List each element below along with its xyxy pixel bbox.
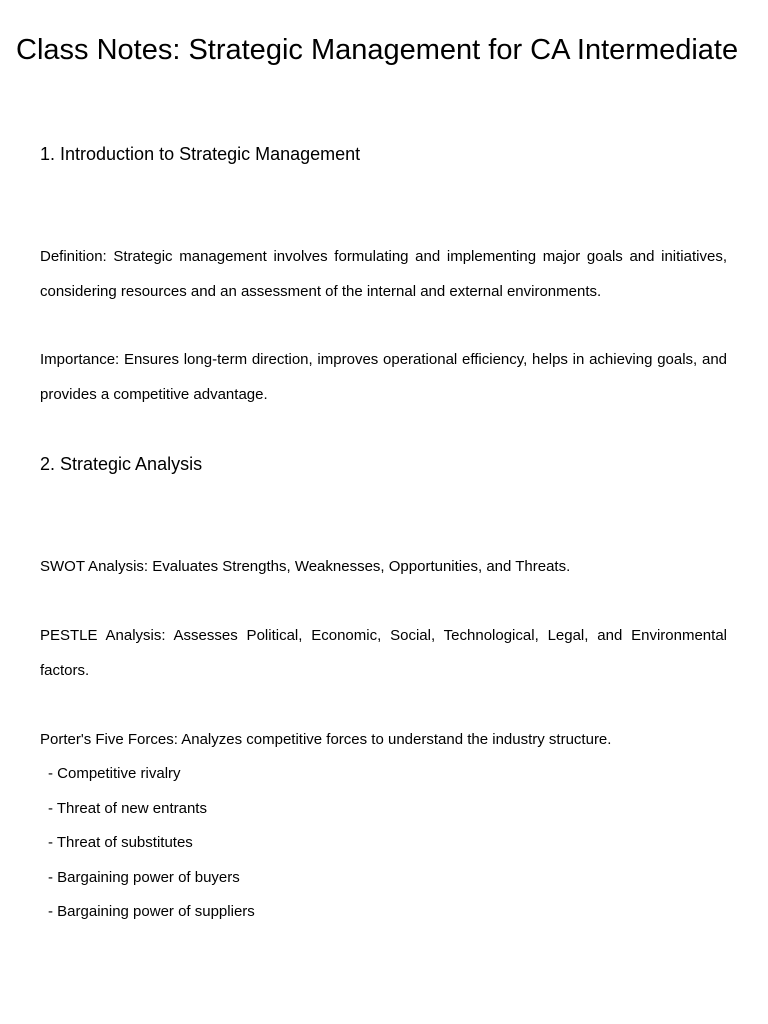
document-title: Class Notes: Strategic Management for CA Intermediate [16,34,739,66]
list-item: - Threat of new entrants [48,800,207,817]
section-heading-introduction: 1. Introduction to Strategic Management [40,144,361,164]
list-item: - Bargaining power of buyers [48,869,240,886]
list-item: - Competitive rivalry [48,765,181,782]
swot-paragraph: SWOT Analysis: Evaluates Strengths, Weaknesses, Opportunities, and Threats. [40,558,571,575]
list-item: - Threat of substitutes [48,834,193,851]
list-item: - Bargaining power of suppliers [48,903,255,920]
definition-paragraph: Definition: Strategic management involves formulating and implementing major goals and initiatives, considering resources and an assessment of the internal and external environments. [40,248,727,300]
pestle-paragraph: PESTLE Analysis: Assesses Political, Economic, Social, Technological, Legal, and Environmental factors. [40,627,727,679]
section-heading-strategic-analysis: 2. Strategic Analysis [40,454,203,474]
porters-five-forces-paragraph: Porter's Five Forces: Analyzes competitive forces to understand the industry structure. [40,731,612,748]
importance-paragraph: Importance: Ensures long-term direction, improves operational efficiency, helps in achieving goals, and provides a competitive advantage. [40,351,727,403]
